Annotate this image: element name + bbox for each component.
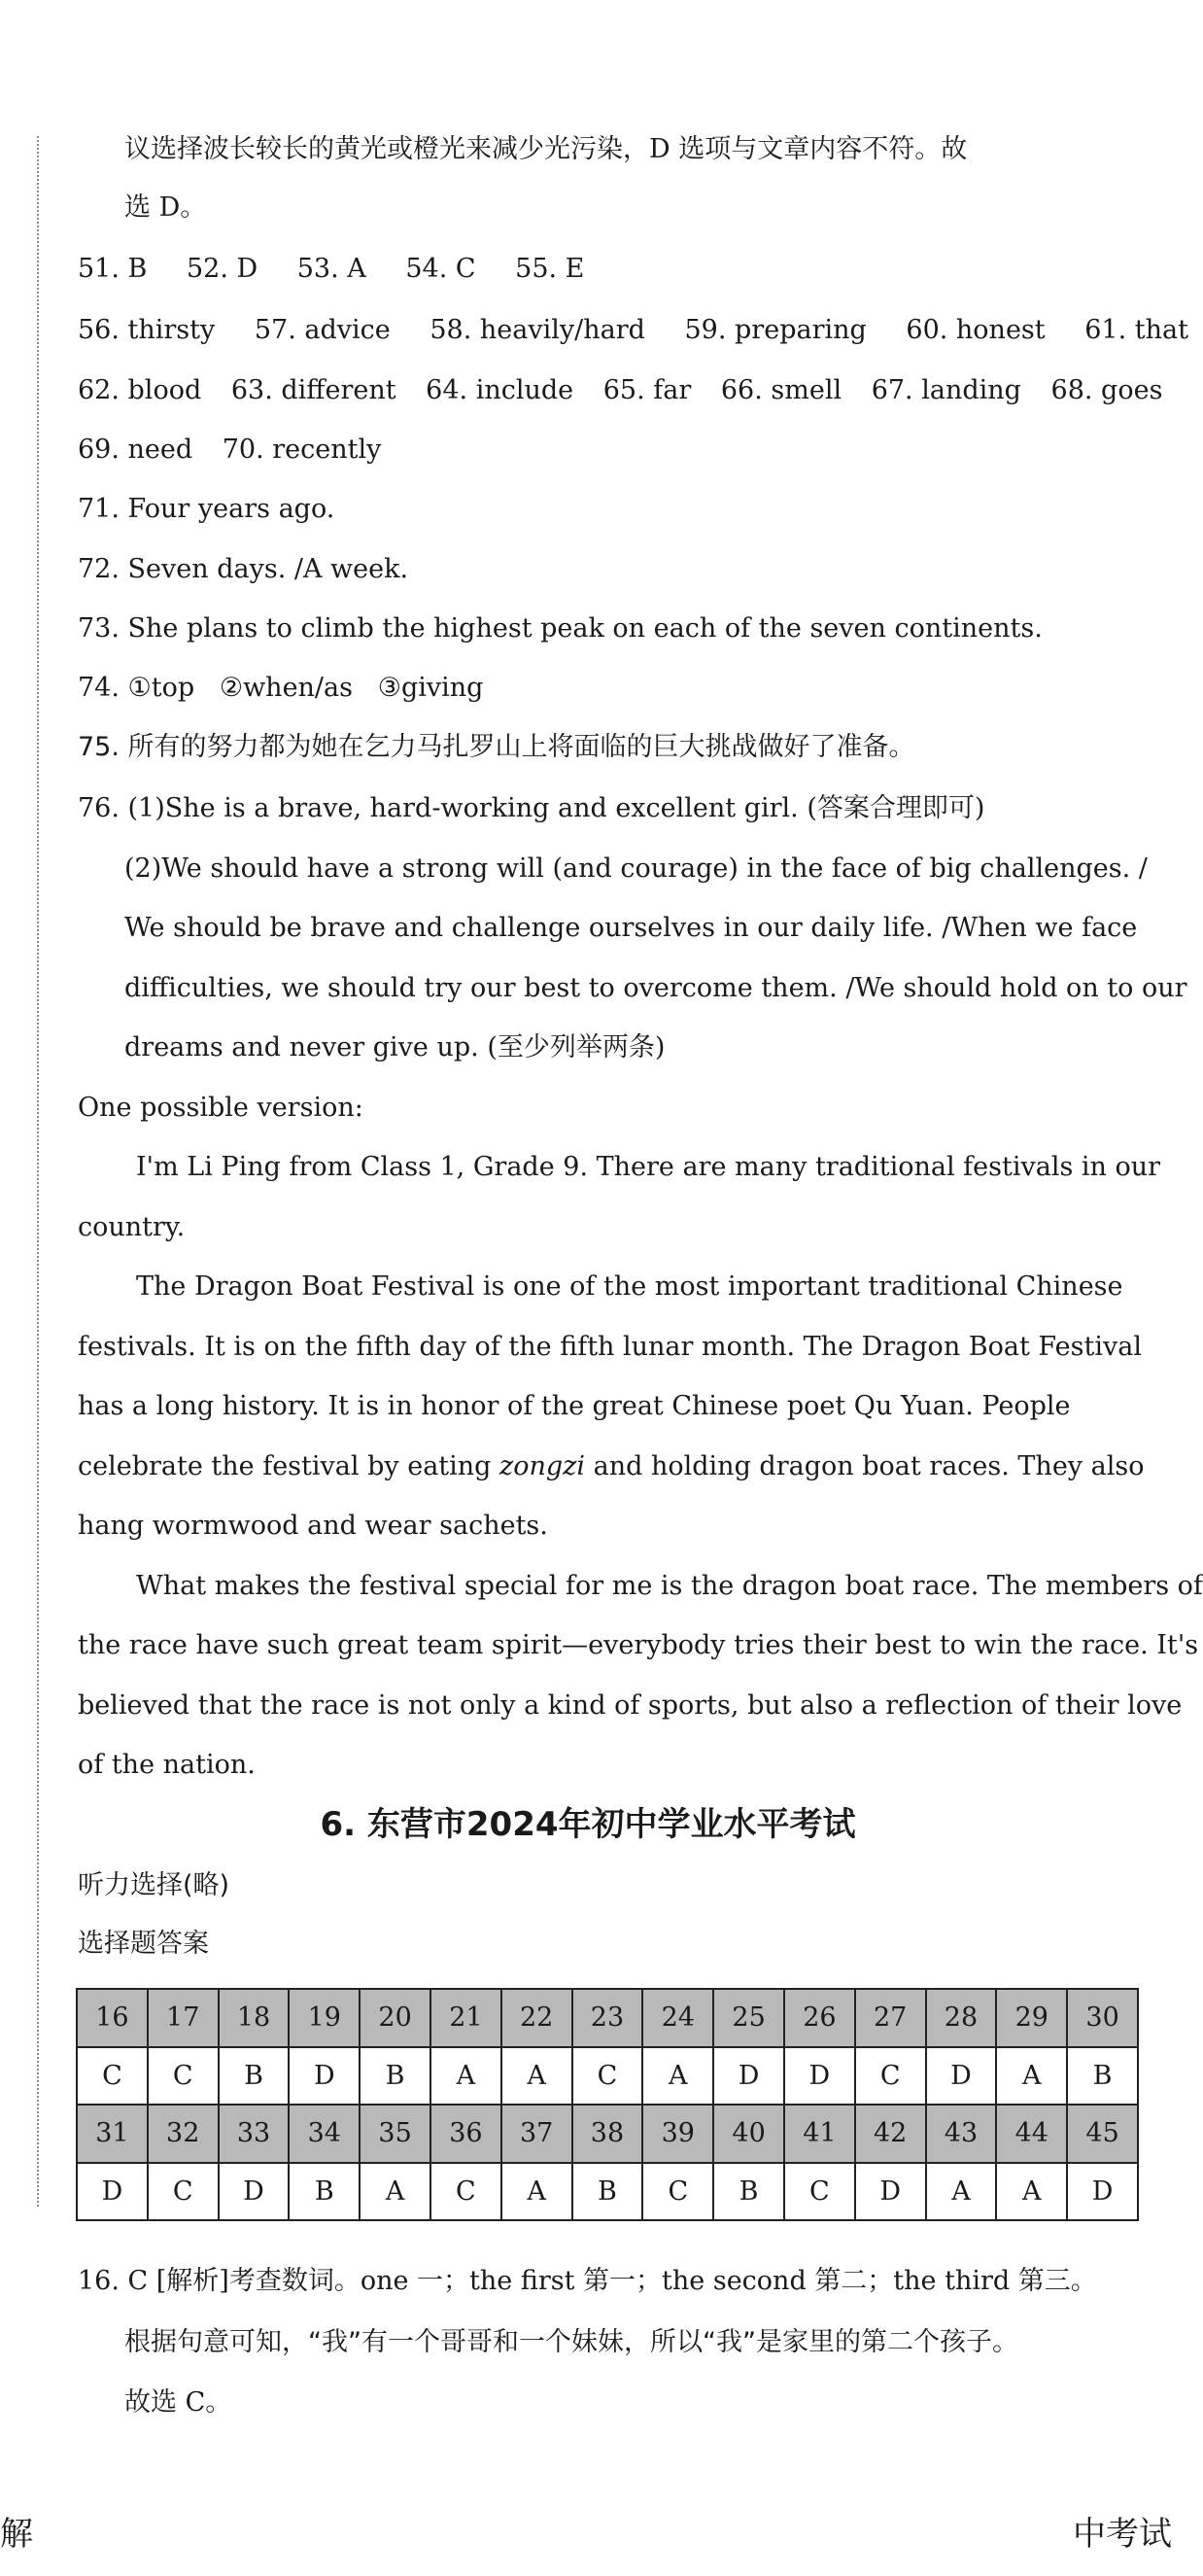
table-cell: D xyxy=(784,2047,855,2106)
listening-note: 听力选择(略) xyxy=(78,1870,230,1900)
table-cell: C xyxy=(572,2047,643,2106)
table-cell: 16 xyxy=(77,1989,148,2047)
answer-75: 75. 所有的努力都为她在乞力马扎罗山上将面临的巨大挑战做好了准备。 xyxy=(78,732,915,762)
answer-item: 52. D xyxy=(186,254,258,284)
table-cell: 21 xyxy=(430,1989,501,2047)
explanation-16-line-3: 故选 C。 xyxy=(124,2387,232,2418)
table-cell: A xyxy=(430,2047,501,2106)
answer-item: 70. recently xyxy=(222,435,382,465)
table-cell: 44 xyxy=(996,2105,1067,2163)
footer-left-text: 解 xyxy=(0,2515,33,2554)
table-cell: 36 xyxy=(430,2105,501,2163)
explanation-16-line-2: 根据句意可知，“我”有一个哥哥和一个妹妹，所以“我”是家里的第二个孩子。 xyxy=(124,2327,1018,2357)
essay-p1-line: country. xyxy=(78,1212,186,1242)
table-cell: 29 xyxy=(996,1989,1067,2047)
table-cell: 39 xyxy=(642,2105,713,2163)
table-cell: 24 xyxy=(642,1989,713,2047)
table-cell: A xyxy=(996,2163,1067,2221)
table-cell: 40 xyxy=(713,2105,784,2163)
answer-74: 74. ①top ②when/as ③giving xyxy=(78,673,484,703)
answer-item: 64. include xyxy=(426,375,574,405)
essay-p2-line: hang wormwood and wear sachets. xyxy=(78,1511,548,1541)
answer-item: 54. C xyxy=(405,254,476,284)
intro-line-1: 议选择波长较长的黄光或橙光来减少光污染，D 选项与文章内容不符。故 xyxy=(124,134,968,164)
table-cell: 34 xyxy=(289,2105,360,2163)
essay-p2-line: festivals. It is on the fifth day of the fifth lunar month. The Dragon Boat Festival xyxy=(78,1332,1142,1362)
table-cell: B xyxy=(360,2047,430,2106)
essay-p2-line: has a long history. It is in honor of the great Chinese poet Qu Yuan. People xyxy=(78,1391,1071,1421)
essay-text: and holding dragon boat races. They also xyxy=(585,1451,1145,1481)
essay-p1-line: I'm Li Ping from Class 1, Grade 9. There are many traditional festivals in our xyxy=(136,1152,1161,1182)
answer-item: 55. E xyxy=(515,254,585,284)
table-cell: D xyxy=(77,2163,148,2221)
essay-text: celebrate the festival by eating xyxy=(78,1451,500,1481)
table-cell: 19 xyxy=(289,1989,360,2047)
answer-item: 63. different xyxy=(230,375,396,405)
table-cell: 23 xyxy=(572,1989,643,2047)
table-cell: 45 xyxy=(1067,2105,1138,2163)
table-cell: B xyxy=(219,2047,290,2106)
answers-62-68 xyxy=(78,371,1162,410)
answers-51-55 xyxy=(78,250,615,289)
answer-item: 68. goes xyxy=(1050,375,1163,405)
answer-item: 65. far xyxy=(602,375,692,405)
table-cell: A xyxy=(360,2163,430,2221)
answer-item: 51. B xyxy=(78,254,148,284)
essay-p3-line: believed that the race is not only a kind of sports, but also a reflection of their love xyxy=(78,1690,1183,1721)
answer-76-part2-line: (2)We should have a strong will (and courage) in the face of big challenges. / xyxy=(124,853,1148,884)
answer-item: 57. advice xyxy=(254,315,391,345)
table-cell: 35 xyxy=(360,2105,430,2163)
table-cell: B xyxy=(713,2163,784,2221)
table-cell: 25 xyxy=(713,1989,784,2047)
section-title: 6. 东营市2024年初中学业水平考试 xyxy=(320,1805,856,1844)
table-cell: B xyxy=(1067,2047,1138,2106)
table-cell: D xyxy=(289,2047,360,2106)
table-cell: 17 xyxy=(148,1989,219,2047)
essay-p3-line: of the nation. xyxy=(78,1750,256,1780)
table-cell: A xyxy=(996,2047,1067,2106)
table-cell: C xyxy=(148,2047,219,2106)
table-cell: C xyxy=(855,2047,926,2106)
answer-item: 62. blood xyxy=(78,375,202,405)
table-cell: C xyxy=(784,2163,855,2221)
answer-item: 58. heavily/hard xyxy=(430,315,645,345)
table-cell: D xyxy=(713,2047,784,2106)
table-cell: C xyxy=(77,2047,148,2106)
footer-right-text: 中考试 xyxy=(1073,2515,1172,2554)
answer-71: 71. Four years ago. xyxy=(78,494,335,524)
table-cell: 30 xyxy=(1067,1989,1138,2047)
table-cell: 28 xyxy=(926,1989,997,2047)
table-cell: B xyxy=(572,2163,643,2221)
table-cell: D xyxy=(855,2163,926,2221)
table-cell: 38 xyxy=(572,2105,643,2163)
margin-dotted-rule xyxy=(37,136,39,2207)
answer-76-part2-line: dreams and never give up. (至少列举两条) xyxy=(124,1032,666,1062)
answer-76-part2-line: We should be brave and challenge ourselves in our daily life. /When we face xyxy=(124,913,1138,943)
table-cell: 31 xyxy=(77,2105,148,2163)
answer-item: 61. that xyxy=(1084,315,1188,345)
answer-item: 66. smell xyxy=(720,375,842,405)
answer-item: 67. landing xyxy=(871,375,1021,405)
table-cell: 22 xyxy=(501,1989,572,2047)
answer-table-number-row xyxy=(77,1989,1138,2047)
answer-item: 56. thirsty xyxy=(78,315,216,345)
answer-item: 59. preparing xyxy=(684,315,867,345)
table-cell: A xyxy=(642,2047,713,2106)
table-cell: A xyxy=(501,2047,572,2106)
table-cell: 18 xyxy=(219,1989,290,2047)
table-cell: 41 xyxy=(784,2105,855,2163)
table-cell: D xyxy=(926,2047,997,2106)
answer-table-answer-row xyxy=(77,2163,1138,2221)
table-cell: 37 xyxy=(501,2105,572,2163)
answer-76-part1: 76. (1)She is a brave, hard-working and excellent girl. (答案合理即可) xyxy=(78,793,985,823)
essay-p3-line: the race have such great team spirit—everybody tries their best to win the race. It's xyxy=(78,1630,1199,1660)
answers-56-61 xyxy=(78,311,1188,350)
table-cell: 42 xyxy=(855,2105,926,2163)
answer-73: 73. She plans to climb the highest peak on each of the seven continents. xyxy=(78,613,1043,644)
table-cell: 43 xyxy=(926,2105,997,2163)
essay-p3-line: What makes the festival special for me is the dragon boat race. The members of xyxy=(136,1571,1203,1601)
answer-item: 53. A xyxy=(296,254,366,284)
table-cell: D xyxy=(219,2163,290,2221)
table-cell: 33 xyxy=(219,2105,290,2163)
essay-label: One possible version: xyxy=(78,1093,363,1123)
explanation-16-line-1: 16. C [解析]考查数词。one 一；the first 第一；the second 第二；the third 第三。 xyxy=(78,2266,1097,2296)
answer-table-answer-row xyxy=(77,2047,1138,2106)
answer-76-part2-line: difficulties, we should try our best to overcome them. /We should hold on to our xyxy=(124,973,1187,1003)
table-cell: B xyxy=(289,2163,360,2221)
table-title: 选择题答案 xyxy=(78,1929,209,1959)
table-cell: 32 xyxy=(148,2105,219,2163)
intro-line-2: 选 D。 xyxy=(124,192,207,223)
answer-item: 60. honest xyxy=(906,315,1046,345)
table-cell: C xyxy=(642,2163,713,2221)
answer-item: 69. need xyxy=(78,435,193,465)
table-cell: C xyxy=(148,2163,219,2221)
essay-p2-line: The Dragon Boat Festival is one of the most important traditional Chinese xyxy=(136,1271,1123,1302)
table-cell: 20 xyxy=(360,1989,430,2047)
table-cell: A xyxy=(926,2163,997,2221)
answer-table-number-row xyxy=(77,2105,1138,2163)
essay-p2-line-4 xyxy=(78,1447,1144,1486)
answer-table xyxy=(76,1988,1139,2221)
answers-69-70 xyxy=(78,431,381,470)
table-cell: C xyxy=(430,2163,501,2221)
essay-italic-term: zongzi xyxy=(499,1451,586,1481)
answer-72: 72. Seven days. /A week. xyxy=(78,554,409,584)
table-cell: 27 xyxy=(855,1989,926,2047)
table-cell: 26 xyxy=(784,1989,855,2047)
table-cell: D xyxy=(1067,2163,1138,2221)
table-cell: A xyxy=(501,2163,572,2221)
